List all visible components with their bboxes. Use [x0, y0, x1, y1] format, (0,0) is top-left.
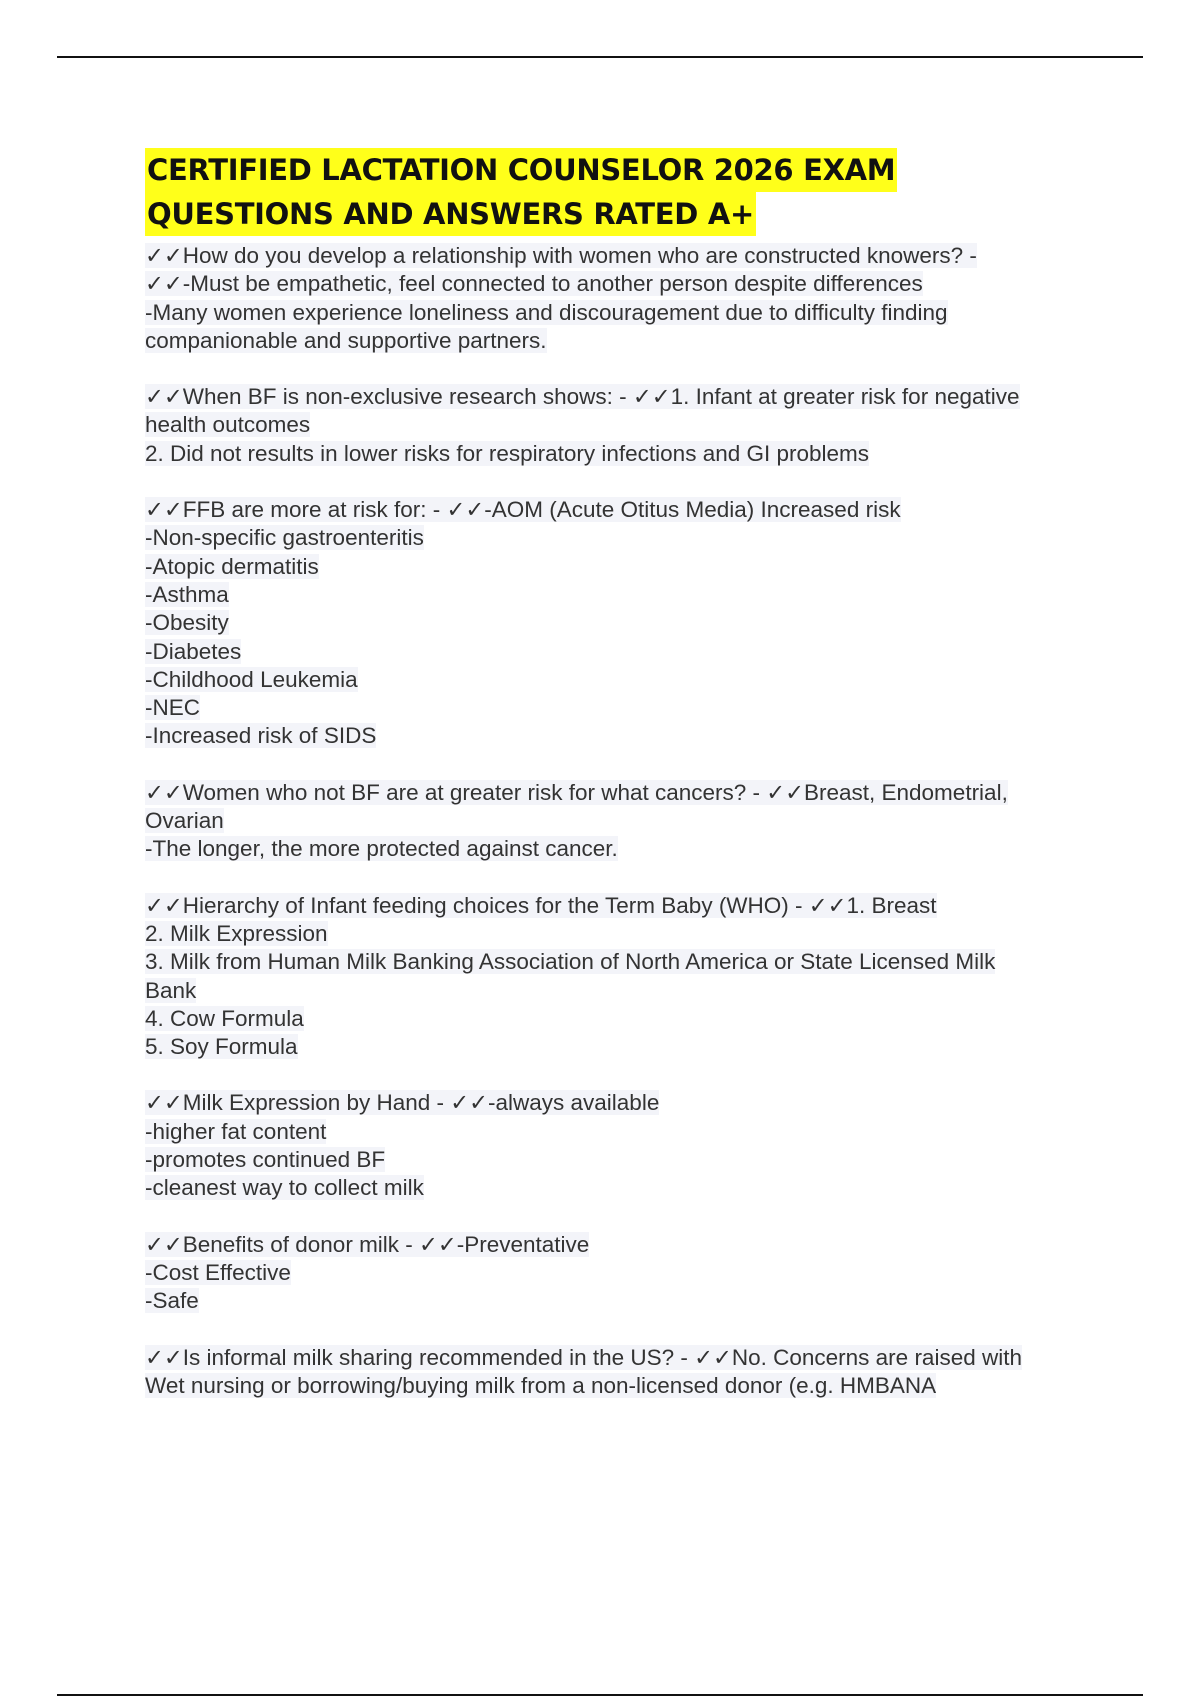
qa-line: ✓✓Milk Expression by Hand - ✓✓-always available [145, 1090, 660, 1116]
title-line-1: CERTIFIED LACTATION COUNSELOR 2026 EXAM [145, 148, 897, 192]
qa-line: -Non-specific gastroenteritis [145, 525, 424, 551]
qa-line: -Childhood Leukemia [145, 666, 358, 692]
header-rule [57, 56, 1143, 58]
qa-line: companionable and supportive partners. [145, 327, 547, 353]
document-body [145, 148, 1105, 1428]
qa-line: -Obesity [145, 610, 229, 636]
qa-line: -Cost Effective [145, 1259, 291, 1285]
qa-line: 5. Soy Formula [145, 1034, 298, 1060]
qa-line: -higher fat content [145, 1118, 327, 1144]
qa-line: -cleanest way to collect milk [145, 1175, 424, 1201]
qa-line: -Safe [145, 1288, 199, 1314]
qa-line: Ovarian [145, 808, 224, 834]
qa-line: -promotes continued BF [145, 1147, 386, 1173]
qa-line: ✓✓How do you develop a relationship with women who are constructed knowers? - [145, 243, 977, 268]
qa-line: -Asthma [145, 581, 229, 607]
qa-line: -The longer, the more protected against cancer. [145, 836, 618, 862]
qa-item-1 [145, 242, 1105, 355]
qa-item-6 [145, 1089, 1105, 1202]
qa-line: 3. Milk from Human Milk Banking Association of North America or State Licensed Milk [145, 949, 996, 975]
qa-line: ✓✓Hierarchy of Infant feeding choices for the Term Baby (WHO) - ✓✓1. Breast [145, 892, 937, 918]
qa-line: -Diabetes [145, 638, 242, 664]
qa-item-7 [145, 1231, 1105, 1316]
qa-line: -NEC [145, 695, 200, 721]
qa-line: 2. Milk Expression [145, 920, 328, 946]
qa-line: ✓✓When BF is non-exclusive research shows: - ✓✓1. Infant at greater risk for negative [145, 384, 1020, 410]
qa-item-3 [145, 496, 1105, 751]
qa-line: -Increased risk of SIDS [145, 723, 377, 749]
qa-line: ✓✓Benefits of donor milk - ✓✓-Preventative [145, 1231, 590, 1257]
qa-item-5 [145, 892, 1105, 1062]
title-line-2: QUESTIONS AND ANSWERS RATED A+ [145, 192, 756, 236]
qa-line: Bank [145, 977, 197, 1003]
qa-line: health outcomes [145, 412, 311, 438]
document-title [145, 148, 1105, 236]
qa-line: 4. Cow Formula [145, 1005, 304, 1031]
qa-line: ✓✓Is informal milk sharing recommended in the US? - ✓✓No. Concerns are raised with [145, 1344, 1022, 1370]
qa-line: ✓✓-Must be empathetic, feel connected to another person despite differences [145, 271, 923, 297]
qa-line: Wet nursing or borrowing/buying milk from a non-licensed donor (e.g. HMBANA [145, 1372, 937, 1398]
qa-item-2 [145, 383, 1105, 468]
qa-line: ✓✓FFB are more at risk for: - ✓✓-AOM (Acute Otitus Media) Increased risk [145, 497, 901, 523]
qa-line: 2. Did not results in lower risks for respiratory infections and GI problems [145, 440, 870, 466]
qa-item-8 [145, 1344, 1105, 1401]
qa-line: -Atopic dermatitis [145, 553, 319, 579]
qa-line: ✓✓Women who not BF are at greater risk for what cancers? - ✓✓Breast, Endometrial, [145, 779, 1008, 805]
qa-line: -Many women experience loneliness and discouragement due to difficulty finding [145, 299, 948, 325]
footer-rule [57, 1694, 1143, 1696]
qa-item-4 [145, 779, 1105, 864]
